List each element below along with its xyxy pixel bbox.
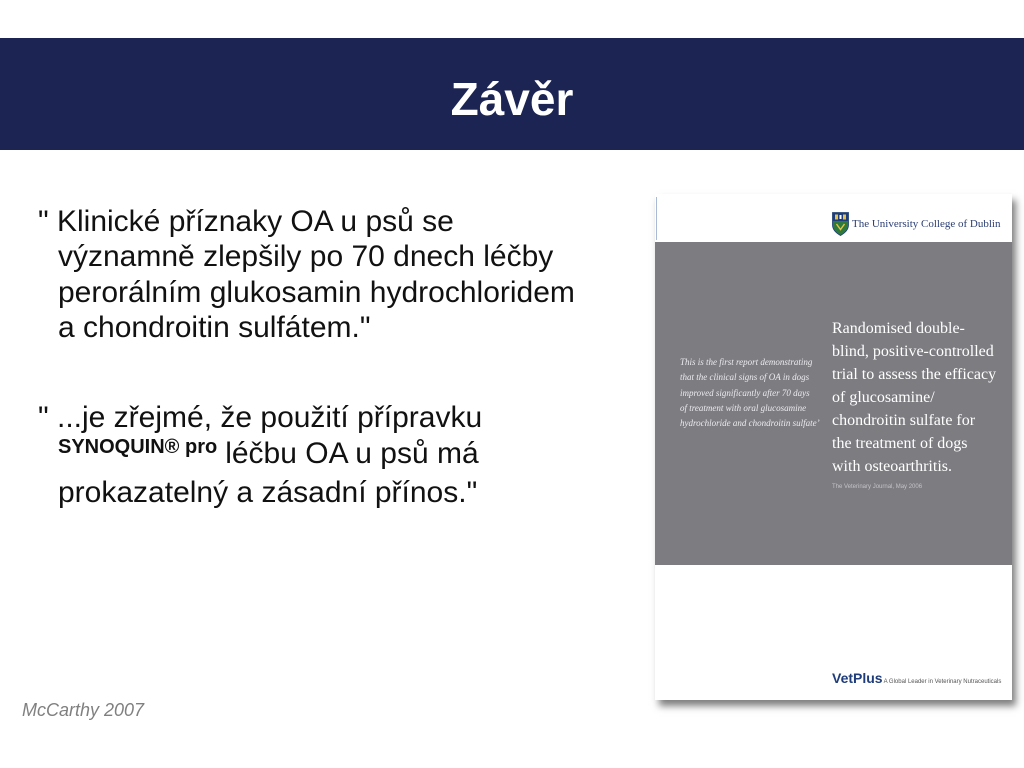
institution-name: The University College of Dublin [852, 218, 1001, 230]
quote-line: prokazatelný a zásadní přínos." [58, 476, 478, 509]
brochure-footer [655, 565, 1012, 700]
quote-synoquin-benefit [0, 400, 640, 511]
quote-clinical-signs [0, 204, 640, 345]
pull-quote-line: hydrochloride and chondroitin sulfate’ [680, 418, 820, 428]
quote-line [0, 436, 640, 475]
brand-row [832, 670, 1001, 690]
headline-line: Randomised double- [832, 320, 965, 337]
pull-quote-line: that the clinical signs of OA in dogs [680, 372, 810, 383]
quote-line-text: léčbu OA u psů má [225, 437, 479, 470]
journal-reference: The Veterinary Journal, May 2006 [832, 484, 923, 490]
brochure-header [655, 194, 1012, 242]
headline-line: with osteoarthritis. [832, 458, 952, 475]
brand-tagline: A Global Leader in Veterinary Nutraceuticals [883, 679, 1002, 685]
headline-line: trial to assess the efficacy [832, 366, 997, 383]
quote-line: a chondroitin sulfátem." [58, 310, 371, 344]
slide-title: Závěr [450, 73, 574, 125]
product-name: SYNOQUIN® pro [58, 436, 218, 458]
brochure-edge-line [656, 197, 657, 240]
quote-line: významně zlepšily po 70 dnech léčby [58, 240, 554, 274]
quote-line: perorálním glukosamin hydrochloridem [58, 275, 575, 309]
brochure-grey-panel [655, 242, 1012, 565]
headline-line: chondroitin sulfate for [832, 412, 976, 429]
headline-line: of glucosamine/ [832, 389, 935, 406]
brochure-headline [832, 317, 996, 478]
pull-quote-line: of treatment with oral glucosamine [680, 402, 807, 413]
pull-quote [680, 355, 820, 431]
headline-line: blind, positive-controlled [832, 343, 994, 360]
pull-quote-line: This is the first report demonstrating [680, 357, 813, 367]
source-citation: McCarthy 2007 [22, 700, 145, 720]
quote-line: " ...je zřejmé, že použití přípravku [38, 401, 483, 434]
brand-logo: VetPlus [832, 670, 883, 686]
university-crest-icon [832, 212, 849, 236]
brochure-cover [655, 194, 1012, 700]
headline-line: the treatment of dogs [832, 435, 968, 452]
pull-quote-line: improved significantly after 70 days [680, 387, 810, 398]
title-band [0, 38, 1024, 150]
quote-line: " Klinické příznaky OA u psů se [38, 205, 454, 238]
